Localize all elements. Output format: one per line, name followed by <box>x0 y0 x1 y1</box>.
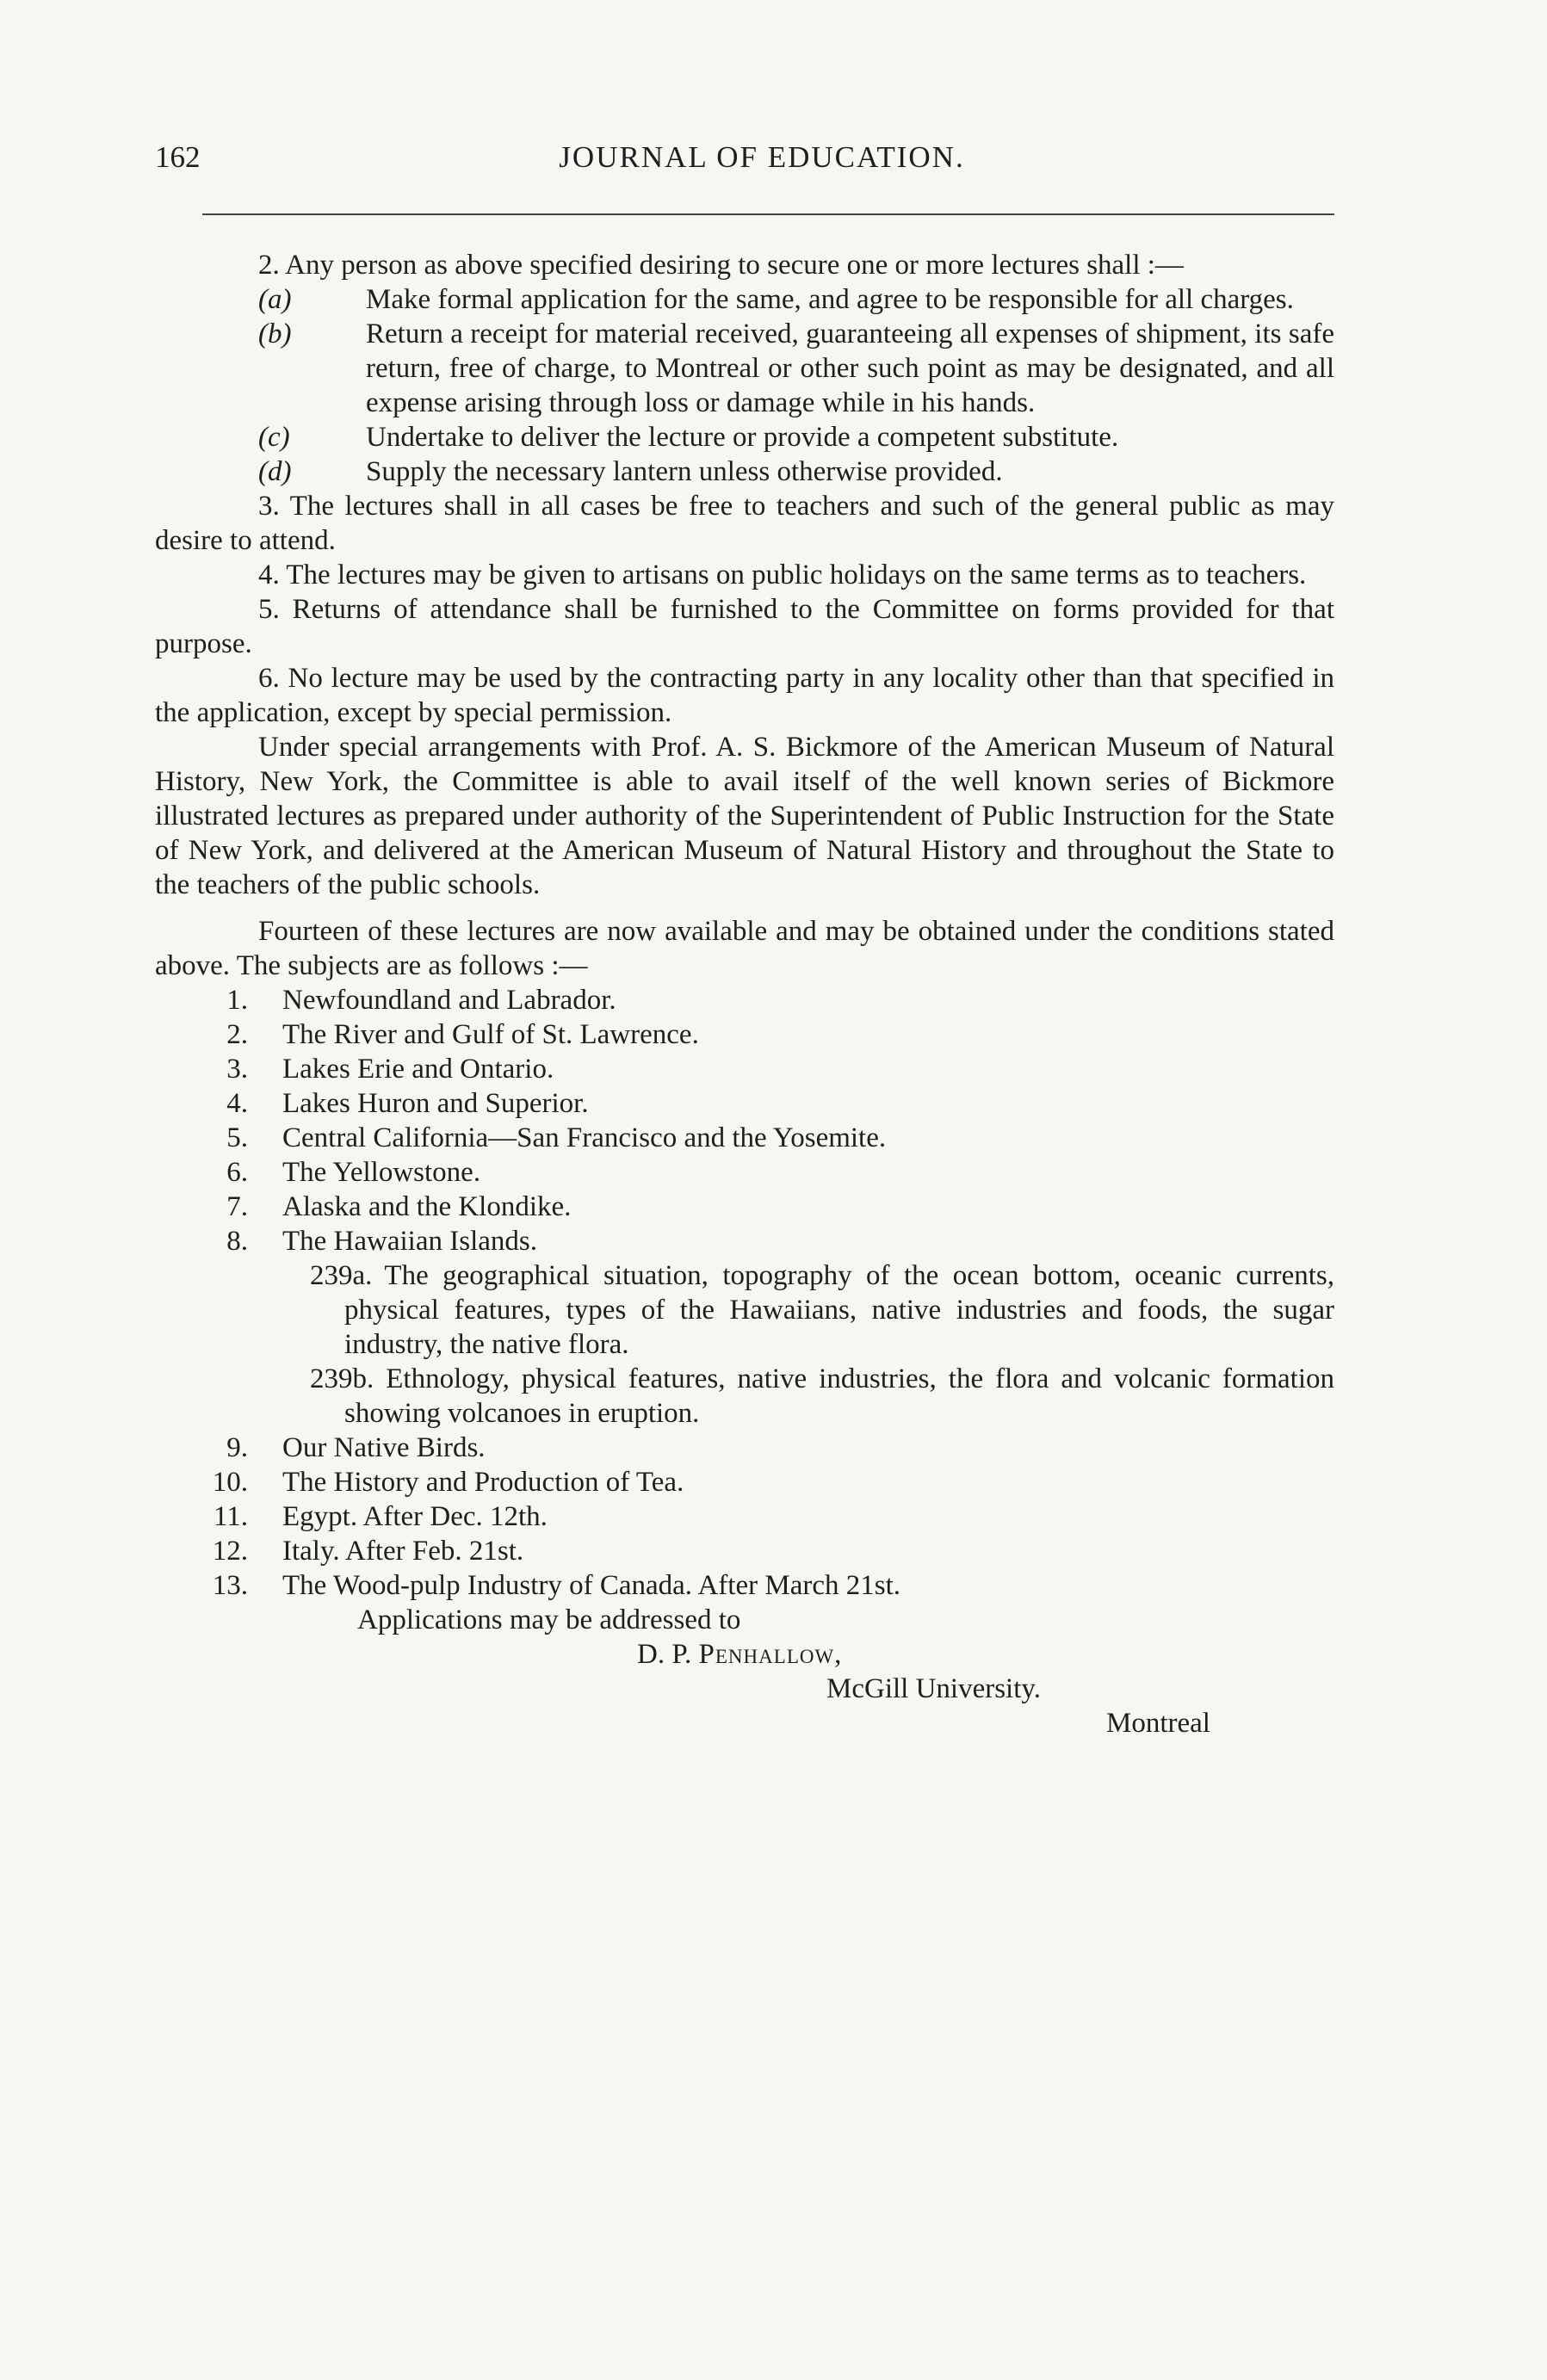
list-text: Alaska and the Klondike. <box>282 1191 572 1222</box>
list-number: 6. <box>226 1157 248 1188</box>
list-item <box>155 1534 1334 1568</box>
list-item <box>155 1465 1334 1499</box>
paragraph-6: 6. No lecture may be used by the contracting party in any locality other than that specified in the application, except by special permission. <box>155 663 1334 728</box>
list-item <box>155 1155 1334 1190</box>
signature-city: Montreal <box>1106 1708 1210 1739</box>
list-number: 9. <box>226 1432 248 1463</box>
clause-text: Supply the necessary lantern unless otherwise provided. <box>366 456 1003 487</box>
list-text: Italy. After Feb. 21st. <box>282 1536 524 1567</box>
sub-item <box>155 1362 1334 1431</box>
signature-surname: Penhallow, <box>698 1639 843 1670</box>
clause-item <box>155 454 1334 489</box>
signature-institution: McGill University. <box>826 1673 1041 1704</box>
page-number: 162 <box>155 140 201 174</box>
applications-line: Applications may be addressed to <box>357 1604 741 1635</box>
list-text: The Yellowstone. <box>282 1157 481 1188</box>
list-item <box>155 983 1334 1017</box>
clause-marker: (b) <box>258 318 292 349</box>
list-text: Newfoundland and Labrador. <box>282 985 616 1016</box>
list-number: 10. <box>212 1467 248 1498</box>
sub-number: 239a. <box>310 1260 373 1291</box>
clause-text: Undertake to deliver the lecture or provide a competent substitute. <box>366 422 1119 453</box>
list-text: The Hawaiian Islands. <box>282 1226 537 1257</box>
sub-text: The geographical situation, topography of the ocean bottom, oceanic currents, physical features, types of the Hawaiians, native industries and foods, the sugar industry, the native flora. <box>344 1260 1334 1360</box>
page-body <box>155 248 1334 1740</box>
list-item <box>155 1568 1334 1603</box>
list-number: 13. <box>212 1570 248 1601</box>
list-text: Lakes Erie and Ontario. <box>282 1054 554 1085</box>
list-item <box>155 1431 1334 1465</box>
list-item <box>155 1086 1334 1121</box>
sub-number: 239b. <box>310 1363 374 1394</box>
list-item <box>155 1017 1334 1052</box>
sub-item <box>155 1258 1334 1362</box>
subject-list <box>155 983 1334 1603</box>
paragraph-bickmore: Under special arrangements with Prof. A. S. Bickmore of the American Museum of Natural History, New York, the Committee is able to avail itself of the well known series of Bickmore illustrated lectures as prepared under authority of the Superintendent of Public Instruction for the State of New York, and delivered at the American Museum of Natural History and throughout the State to the teachers of the public schools. <box>155 732 1334 900</box>
clause-text: Make formal application for the same, and agree to be responsible for all charges. <box>366 284 1294 315</box>
list-number: 8. <box>226 1226 248 1257</box>
list-number: 7. <box>226 1191 248 1222</box>
list-number: 5. <box>226 1122 248 1153</box>
list-number: 11. <box>213 1501 248 1532</box>
running-head: JOURNAL OF EDUCATION. <box>559 140 965 174</box>
clause-text: Return a receipt for material received, guaranteeing all expenses of shipment, its safe return, free of charge, to Montreal or other such point as may be designated, and all expense arising through loss or damage while in his hands. <box>366 318 1334 418</box>
clause-marker: (c) <box>258 422 290 453</box>
clause-marker: (a) <box>258 284 292 315</box>
list-item <box>155 1499 1334 1534</box>
page-header <box>155 140 1334 183</box>
clause-item <box>155 317 1334 420</box>
list-text: Egypt. After Dec. 12th. <box>282 1501 548 1532</box>
list-number: 4. <box>226 1088 248 1119</box>
list-item <box>155 1121 1334 1155</box>
list-text: The Wood-pulp Industry of Canada. After March 21st. <box>282 1570 900 1601</box>
list-text: Our Native Birds. <box>282 1432 486 1463</box>
list-text: Lakes Huron and Superior. <box>282 1088 589 1119</box>
paragraph-2: 2. Any person as above specified desiring to secure one or more lectures shall :— <box>258 250 1184 281</box>
list-number: 2. <box>226 1019 248 1050</box>
list-number: 1. <box>226 985 248 1016</box>
clause-list <box>155 282 1334 489</box>
clause-item <box>155 420 1334 454</box>
clause-item <box>155 282 1334 317</box>
list-item <box>155 1190 1334 1224</box>
paragraph-5: 5. Returns of attendance shall be furnished to the Committee on forms provided for that purpose. <box>155 594 1334 659</box>
list-item <box>155 1052 1334 1086</box>
list-text: The History and Production of Tea. <box>282 1467 684 1498</box>
paragraph-fourteen: Fourteen of these lectures are now available and may be obtained under the conditions stated above. The subjects are as follows :— <box>155 916 1334 981</box>
paragraph-4: 4. The lectures may be given to artisans on public holidays on the same terms as to teachers. <box>258 559 1307 590</box>
paragraph-3: 3. The lectures shall in all cases be free to teachers and such of the general public as may desire to attend. <box>155 491 1334 556</box>
clause-marker: (d) <box>258 456 292 487</box>
signature-initials: D. P. <box>637 1639 692 1670</box>
header-rule <box>202 213 1334 215</box>
list-number: 12. <box>212 1536 248 1567</box>
list-number: 3. <box>226 1054 248 1085</box>
sub-text: Ethnology, physical features, native industries, the flora and volcanic formation showing volcanoes in eruption. <box>344 1363 1334 1429</box>
list-text: The River and Gulf of St. Lawrence. <box>282 1019 699 1050</box>
list-item <box>155 1224 1334 1258</box>
signature-name <box>155 1637 1334 1672</box>
list-text: Central California—San Francisco and the Yosemite. <box>282 1122 887 1153</box>
